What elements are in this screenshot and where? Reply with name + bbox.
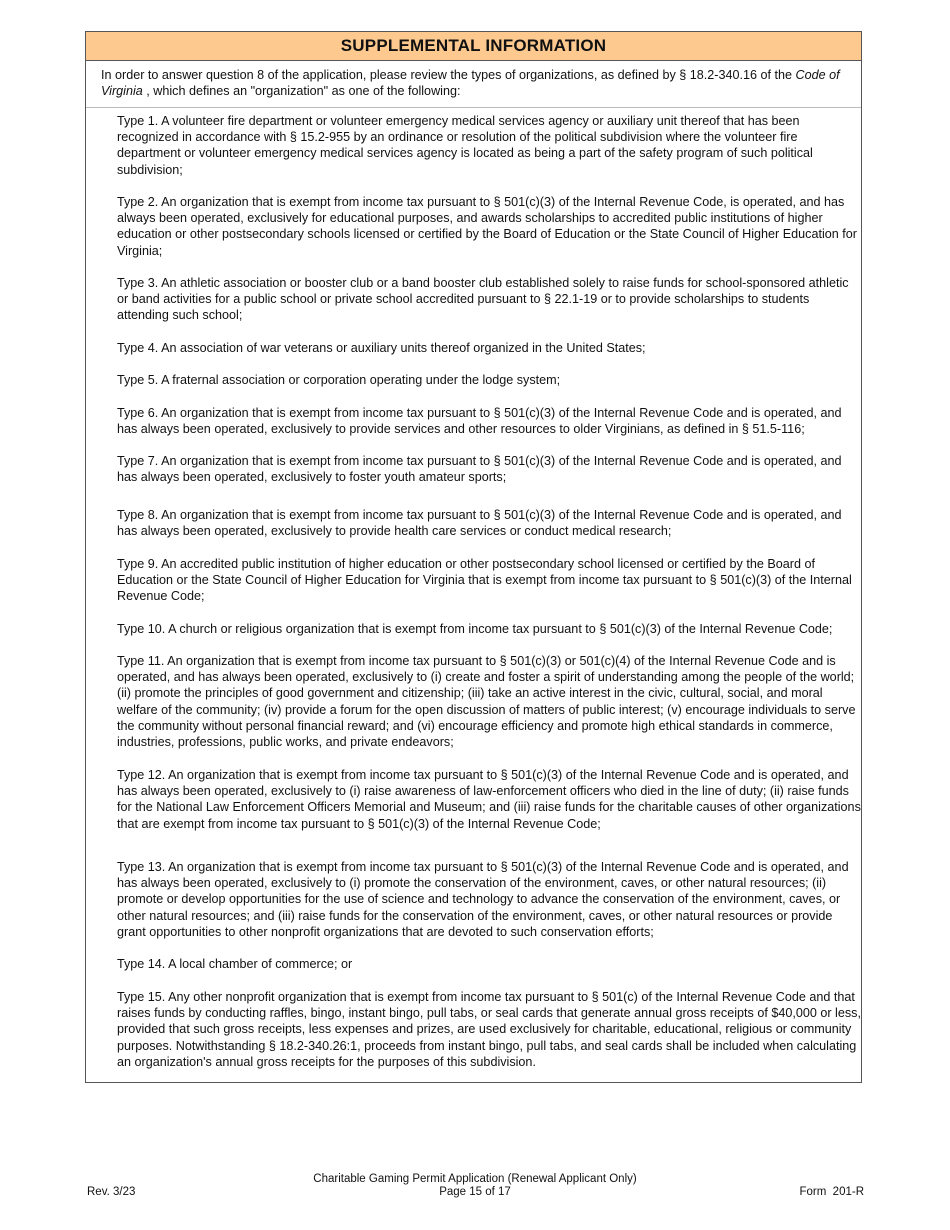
organization-type-11: Type 11. An organization that is exempt from income tax pursuant to § 501(c)(3) or 501(c)(4) of the Internal Revenue Code and is operated, and has always been operated, exclusively to (i) create and foster a spirit of understanding among the people of the world; (ii) promote the principles of good government and citizenship; (iii) take an active interest in the civic, cultural, social, and moral welfare of the community; (iv) provide a forum for the open discussion of matters of public interest; (v) encourage individuals to serve the community without personal financial reward; and (vi) encourage efficiency and promote high ethical standards in commerce, industries, professions, public works, and private endeavors;	[117, 654, 856, 750]
organization-type-1: Type 1. A volunteer fire department or volunteer emergency medical services agency or auxiliary unit thereof that has been recognized in accordance with § 15.2-955 by an ordinance or resolution of the political subdivision where the volunteer fire department or volunteer emergency medical services agency is located as being a part of the safety program of such political subdivision;	[117, 114, 813, 177]
organization-type-2: Type 2. An organization that is exempt from income tax pursuant to § 501(c)(3) of the Internal Revenue Code, is operated, and has always been operated, exclusively for educational purposes, and awards scholarships to accredited public institutions of higher education or other postsecondary schools licensed or certified by the Board of Education or the State Council of Higher Education for Virginia;	[117, 195, 857, 258]
intro-text-after: , which defines an "organization" as one of the following:	[142, 84, 461, 98]
section-header	[86, 32, 861, 61]
supplemental-information-box	[85, 31, 862, 1083]
organization-type-8: Type 8. An organization that is exempt from income tax pursuant to § 501(c)(3) of the Internal Revenue Code and is operated, and has always been operated, exclusively to provide health care services or conduct medical research;	[117, 508, 842, 539]
organization-type-14: Type 14. A local chamber of commerce; or	[117, 957, 353, 971]
intro-paragraph	[86, 61, 861, 108]
organization-type-10: Type 10. A church or religious organization that is exempt from income tax pursuant to § 501(c)(3) of the Internal Revenue Code;	[117, 622, 833, 636]
revision-label: Rev. 3/23	[87, 1186, 136, 1198]
page-footer-center	[300, 1173, 650, 1199]
organization-type-7: Type 7. An organization that is exempt from income tax pursuant to § 501(c)(3) of the Internal Revenue Code and is operated, and has always been operated, exclusively to foster youth amateur sports;	[117, 454, 842, 485]
code-of-virginia-citation: Code of Virginia	[101, 68, 840, 98]
organization-type-13: Type 13. An organization that is exempt from income tax pursuant to § 501(c)(3) of the Internal Revenue Code and is operated, and has always been operated, exclusively to (i) promote the conservation of the environment, caves, or other natural resources; (ii) promote or develop opportunities for the use of science and technology to advance the conservation of the environment, caves, or other natural resources; and (iii) raise funds for the conservation of the environment, caves, or other natural resources or provide grant opportunities to other nonprofit organizations that are devoted to such conservation efforts;	[117, 860, 849, 939]
form-number: Form 201-R	[799, 1186, 864, 1198]
page-number: Page 15 of 17	[439, 1186, 511, 1198]
intro-text-before: In order to answer question 8 of the application, please review the types of organizations, as defined by § 18.2-340.16 of the	[101, 68, 796, 82]
organization-type-9: Type 9. An accredited public institution of higher education or other postsecondary school licensed or certified by the Board of Education or the State Council of Higher Education for Virginia that is exempt from income tax pursuant to § 501(c)(3) of the Internal Revenue Code;	[117, 557, 852, 604]
organization-type-6: Type 6. An organization that is exempt from income tax pursuant to § 501(c)(3) of the Internal Revenue Code and is operated, and has always been operated, exclusively to provide services and other resources to older Virginians, as defined in § 51.5-116;	[117, 406, 842, 437]
organization-type-5: Type 5. A fraternal association or corporation operating under the lodge system;	[117, 373, 561, 387]
organization-type-3: Type 3. An athletic association or booster club or a band booster club established solely to raise funds for school-sponsored athletic or band activities for a public school or private school accredited pursuant to § 22.1-19 or to provide scholarships to students attending such school;	[117, 276, 849, 323]
organization-type-4: Type 4. An association of war veterans or auxiliary units thereof organized in the United States;	[117, 341, 646, 355]
organization-type-15: Type 15. Any other nonprofit organization that is exempt from income tax pursuant to § 501(c) of the Internal Revenue Code and that raises funds by conducting raffles, bingo, instant bingo, pull tabs, or seal cards that generate annual gross receipts of $40,000 or less, provided that such gross receipts, less expenses and prizes, are used exclusively for charitable, educational, religious or community purposes. Notwithstanding § 18.2-340.26:1, proceeds from instant bingo, pull tabs, and seal cards shall be included when calculating an organization's annual gross receipts for the purposes of this subdivision.	[117, 990, 861, 1069]
form-title: Charitable Gaming Permit Application (Renewal Applicant Only)	[313, 1173, 637, 1185]
section-title: SUPPLEMENTAL INFORMATION	[340, 36, 607, 55]
organization-type-12: Type 12. An organization that is exempt from income tax pursuant to § 501(c)(3) of the Internal Revenue Code and is operated, and has always been operated, exclusively to (i) raise awareness of law-enforcement officers who died in the line of duty; (ii) raise funds for the National Law Enforcement Officers Memorial and Museum; and (iii) raise funds for the charitable causes of other organizations that are exempt from income tax pursuant to § 501(c)(3) of the Internal Revenue Code;	[117, 768, 861, 831]
